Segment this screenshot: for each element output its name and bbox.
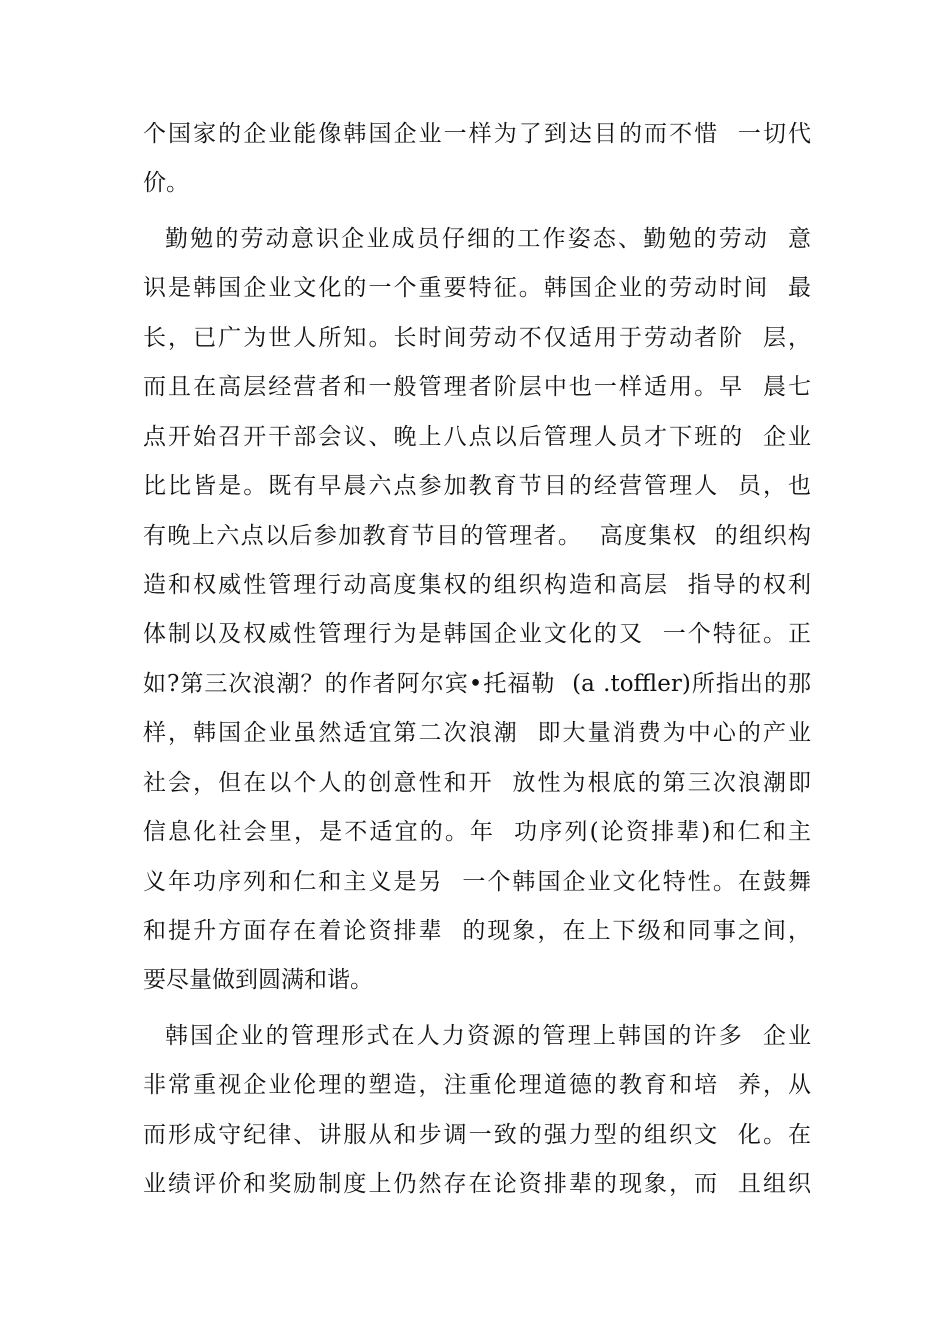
text-line: 体制以及权威性管理行为是韩国企业文化的又 一个特征。正	[143, 621, 811, 648]
paragraph-1	[143, 113, 811, 205]
text-line: 造和权威性管理行动高度集权的组织构造和高层 指导的权利	[143, 571, 811, 598]
document-body	[143, 113, 811, 1213]
text-line: 信息化社会里，是不适宜的。年 功序列(论资排辈)和仁和主	[143, 819, 811, 846]
text-line: 韩国企业的管理形式在人力资源的管理上韩国的许多 企业	[165, 1022, 811, 1049]
text-line: 有晚上六点以后参加教育节目的管理者。 高度集权 的组织构	[143, 522, 811, 549]
text-line: 非常重视企业伦理的塑造，注重伦理道德的教育和培 养，从	[143, 1072, 811, 1099]
text-line: 样，韩国企业虽然适宜第二次浪潮 即大量消费为中心的产业	[143, 720, 811, 747]
text-line: 勤勉的劳动意识企业成员仔细的工作姿态、勤勉的劳动 意	[165, 225, 811, 252]
text-line: 个国家的企业能像韩国企业一样为了到达目的而不惜 一切代	[143, 121, 811, 147]
text-line: 和提升方面存在着论资排辈 的现象，在上下级和同事之间，	[143, 918, 811, 944]
text-line: 而形成守纪律、讲服从和步调一致的强力型的组织文 化。在	[143, 1121, 811, 1148]
text-line: 长，已广为世人所知。长时间劳动不仅适用于劳动者阶 层，	[143, 324, 811, 351]
text-line: 识是韩国企业文化的一个重要特征。韩国企业的劳动时间 最	[143, 275, 811, 302]
text-line: 点开始召开干部会议、晚上八点以后管理人员才下班的 企业	[143, 423, 811, 450]
paragraph-2	[143, 218, 811, 1003]
text-line: 如?第三次浪潮？的作者阿尔宾•托福勒 (a .toffler)所指出的那	[143, 670, 811, 697]
text-line: 而且在高层经营者和一般管理者阶层中也一样适用。早 晨七	[143, 374, 811, 401]
text-line: 比比皆是。既有早晨六点参加教育节目的经营管理人 员，也	[143, 473, 811, 500]
text-line: 社会，但在以个人的创意性和开 放性为根底的第三次浪潮即	[143, 769, 811, 796]
text-line: 价。	[143, 170, 189, 197]
text-line: 业绩评价和奖励制度上仍然存在论资排辈的现象，而 且组织	[143, 1171, 811, 1198]
text-line: 要尽量做到圆满和谐。	[143, 967, 373, 994]
paragraph-3	[143, 1015, 811, 1206]
text-line: 义年功序列和仁和主义是另 一个韩国企业文化特性。在鼓舞	[143, 868, 811, 895]
